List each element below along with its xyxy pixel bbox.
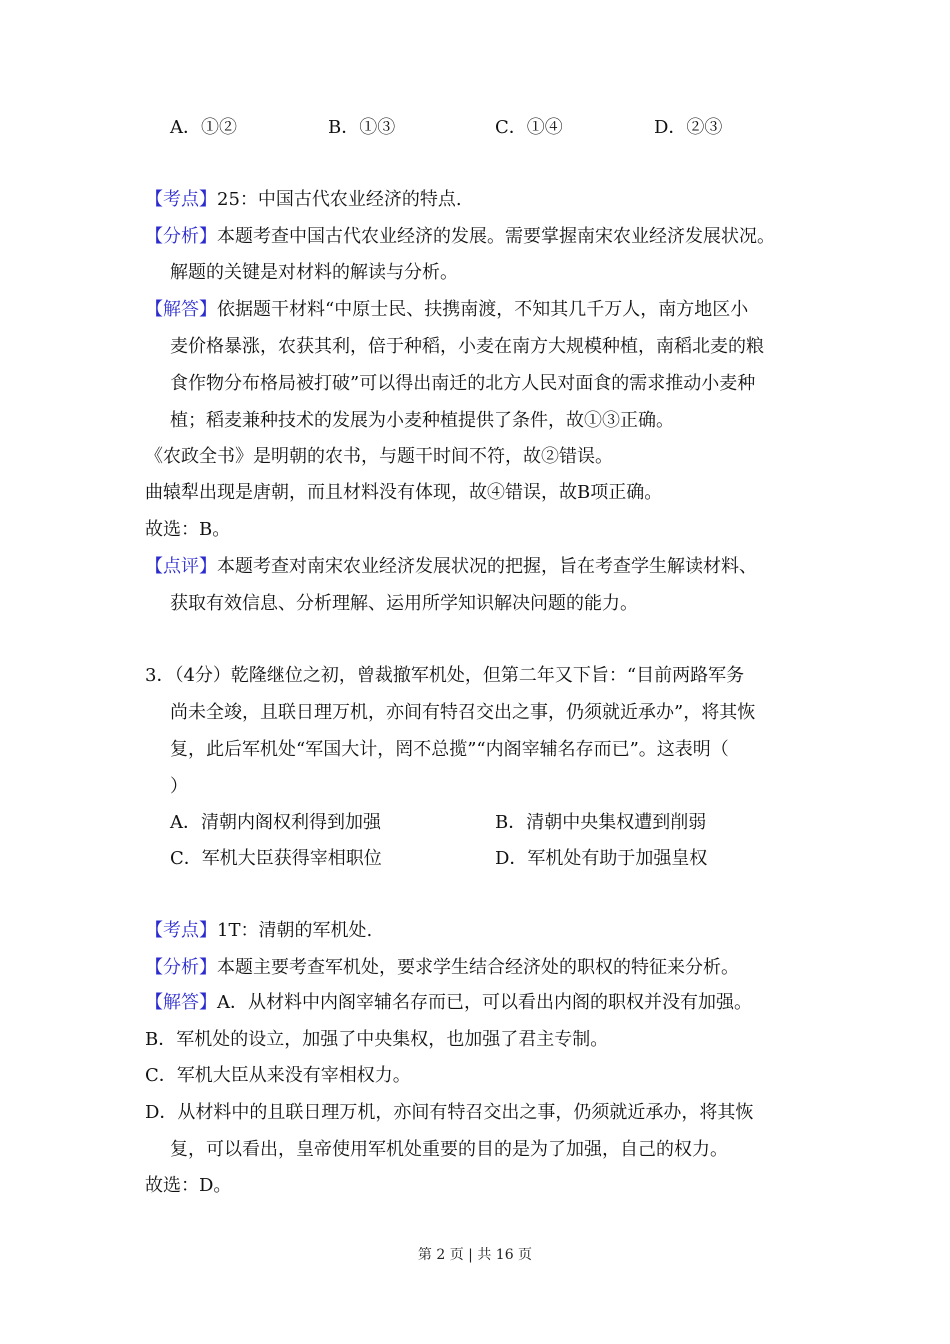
- fenxi-text-cont: 解题的关键是对材料的解读与分析。: [170, 262, 458, 283]
- answer-choice: 故选：D。: [145, 1175, 232, 1196]
- dianping-text-cont: 获取有效信息、分析理解、运用所学知识解决问题的能力。: [170, 593, 638, 614]
- jieda-text: A．从材料中内阁宰辅名存而已，可以看出内阁的职权并没有加强。: [217, 992, 752, 1013]
- jieda-text-cont: 麦价格暴涨，农获其利，倍于种稻，小麦在南方大规模种植，南稻北麦的粮: [170, 336, 764, 357]
- jieda-line: [145, 298, 748, 322]
- dianping-label: 【点评】: [145, 556, 217, 577]
- kaodian-label: 【考点】: [145, 189, 217, 210]
- answer-line: C．军机大臣从来没有宰相权力。: [145, 1065, 411, 1086]
- answer-choice: 故选：B。: [145, 519, 231, 540]
- question-stem: 3．（4分）乾隆继位之初，曾裁撤军机处，但第二年又下旨：“目前两路军务: [145, 665, 745, 686]
- jieda-line: [145, 991, 752, 1015]
- answer-line: B．军机处的设立，加强了中央集权，也加强了君主专制。: [145, 1029, 609, 1050]
- question-stem-cont: 复，此后军机处“军国大计，罔不总揽”“内阁宰辅名存而已”。这表明（: [170, 739, 729, 760]
- question-stem-cont: ）: [170, 776, 188, 797]
- option-b: B．清朝中央集权遭到削弱: [495, 812, 707, 833]
- fenxi-text: 本题主要考查军机处，要求学生结合经济处的职权的特征来分析。: [217, 957, 739, 978]
- jieda-text-cont: 食作物分布格局被打破”可以得出南迁的北方人民对面食的需求推动小麦种: [170, 373, 756, 394]
- option-c: C．军机大臣获得宰相职位: [170, 848, 382, 869]
- answer-line: 《农政全书》是明朝的农书，与题干时间不符，故②错误。: [145, 446, 613, 467]
- jieda-text: 依据题干材料“中原士民、扶携南渡，不知其几千万人，南方地区小: [217, 299, 749, 320]
- question-stem-cont: 尚未全竣，且联日理万机，亦间有特召交出之事，仍须就近承办”，将其恢: [170, 702, 756, 723]
- option-d: D．②③: [654, 117, 723, 138]
- kaodian-label: 【考点】: [145, 920, 217, 941]
- fenxi-label: 【分析】: [145, 957, 217, 978]
- option-d: D．军机处有助于加强皇权: [495, 848, 708, 869]
- answer-line: D．从材料中的且联日理万机，亦间有特召交出之事，仍须就近承办，将其恢: [145, 1102, 754, 1123]
- fenxi-label: 【分析】: [145, 226, 217, 247]
- kaodian-text: 25：中国古代农业经济的特点.: [217, 189, 462, 210]
- answer-line-cont: 复，可以看出，皇帝使用军机处重要的目的是为了加强，自己的权力。: [170, 1139, 728, 1160]
- kaodian-line: [145, 919, 372, 943]
- kaodian-text: 1T：清朝的军机处.: [217, 920, 373, 941]
- fenxi-text: 本题考查中国古代农业经济的发展。需要掌握南宋农业经济发展状况。: [217, 226, 775, 247]
- option-a: A．①②: [170, 117, 237, 138]
- option-c: C．①④: [495, 117, 563, 138]
- fenxi-line: [145, 225, 775, 249]
- dianping-text: 本题考查对南宋农业经济发展状况的把握，旨在考查学生解读材料、: [217, 556, 757, 577]
- jieda-label: 【解答】: [145, 299, 217, 320]
- option-a: A．清朝内阁权利得到加强: [170, 812, 381, 833]
- dianping-line: [145, 555, 757, 579]
- jieda-text-cont: 植；稻麦兼种技术的发展为小麦种植提供了条件，故①③正确。: [170, 410, 674, 431]
- jieda-label: 【解答】: [145, 992, 217, 1013]
- fenxi-line: [145, 956, 739, 980]
- page-footer: 第 2 页 | 共 16 页: [417, 1247, 533, 1263]
- option-b: B．①③: [328, 117, 396, 138]
- kaodian-line: [145, 188, 462, 212]
- answer-line: 曲辕犁出现是唐朝，而且材料没有体现，故④错误，故B项正确。: [145, 482, 663, 503]
